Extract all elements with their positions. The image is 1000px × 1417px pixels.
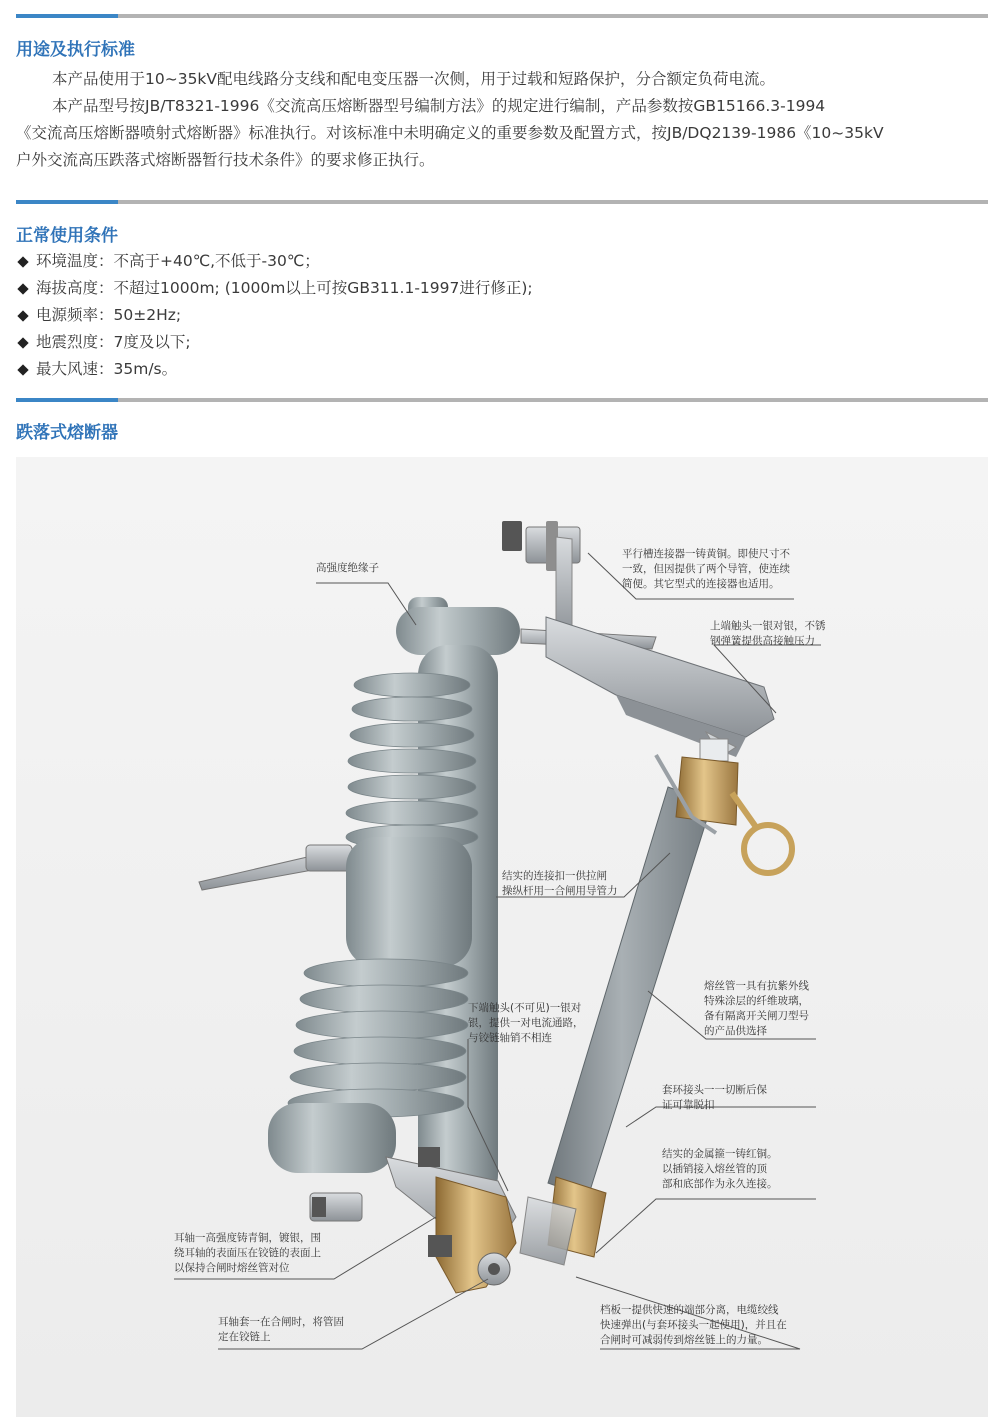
callout-metal-cap <box>662 1147 778 1192</box>
condition-label: 电源频率： <box>36 306 114 324</box>
diamond-bullet-icon <box>17 256 28 267</box>
callout-line: 平行槽连接器一铸黄铜。即使尺寸不 <box>622 548 790 560</box>
callout-line: 高强度绝缘子 <box>316 562 379 574</box>
condition-value: 不超过1000m; (1000m以上可按GB311.1-1997进行修正); <box>113 279 533 297</box>
callout-upper-contact <box>710 619 826 649</box>
section-divider-3 <box>16 398 988 402</box>
callout-line: 套环接头一一切断后保 <box>662 1084 767 1096</box>
callout-pull-ring <box>502 869 618 899</box>
condition-value: 50±2Hz; <box>113 306 182 324</box>
callout-line: 备有隔离开关闸刀型号 <box>704 1010 809 1022</box>
conditions-list <box>16 248 533 383</box>
diamond-bullet-icon <box>17 364 28 375</box>
usage-line-4: 户外交流高压跌落式熔断器暂行技术条件》的要求修正执行。 <box>16 151 435 169</box>
callout-line: 钢弹簧提供高接触压力 <box>710 635 815 647</box>
condition-item <box>16 302 533 329</box>
callout-ring-head <box>662 1083 767 1113</box>
callout-line: 的产品供选择 <box>704 1025 767 1037</box>
callout-line: 操纵杆用一合闸用导管力 <box>502 885 618 897</box>
condition-label: 海拔高度： <box>36 279 114 297</box>
mounting-bracket <box>199 845 352 890</box>
section-title-fuse: 跌落式熔断器 <box>16 423 118 443</box>
callout-line: 耳轴套一在合闸时，将管固 <box>218 1316 344 1328</box>
usage-line-1: 本产品使用于10~35kV配电线路分支线和配电变压器一次侧，用于过载和短路保护，分合额定负荷电流。 <box>52 70 776 88</box>
callout-connector <box>622 547 790 592</box>
divider-accent <box>16 398 118 402</box>
diamond-bullet-icon <box>17 283 28 294</box>
callout-line: 定在铰链上 <box>218 1331 271 1343</box>
usage-line-3: 《交流高压熔断器喷射式熔断器》标准执行。对该标准中未明确定义的重要参数及配置方式，按JB/DQ2139-1986《10~35kV <box>16 124 884 142</box>
callout-line: 部和底部作为永久连接。 <box>662 1178 778 1190</box>
condition-label: 最大风速： <box>36 360 114 378</box>
callout-trunnion <box>174 1231 321 1276</box>
diamond-bullet-icon <box>17 310 28 321</box>
callout-lower-contact <box>468 1001 584 1046</box>
callout-line: 以插销接入熔丝管的顶 <box>662 1163 767 1175</box>
condition-item <box>16 356 533 383</box>
callout-fuse-tube <box>704 979 809 1039</box>
callout-line: 结实的连接扣一供拉闸 <box>502 870 607 882</box>
callout-line: 银，提供一对电流通路， <box>468 1017 584 1029</box>
diamond-bullet-icon <box>17 337 28 348</box>
callout-line: 简便。其它型式的连接器也适用。 <box>622 578 780 590</box>
callout-line: 与铰链轴销不相连 <box>468 1032 552 1044</box>
section-divider-1 <box>16 14 988 18</box>
callout-line: 下端触头(不可见)一银对 <box>468 1002 582 1014</box>
fuse-illustration <box>16 457 988 1417</box>
callout-line: 绕耳轴的表面压在铰链的表面上 <box>174 1247 321 1259</box>
callout-baffle <box>600 1303 787 1348</box>
section-title-usage: 用途及执行标准 <box>16 40 135 60</box>
lower-brass-ferrule <box>520 1177 606 1265</box>
callout-line: 特殊涂层的纤维玻璃， <box>704 995 809 1007</box>
condition-item <box>16 329 533 356</box>
condition-value: 35m/s。 <box>113 360 178 378</box>
insulator <box>268 597 520 1205</box>
condition-value: 7度及以下; <box>113 333 191 351</box>
usage-line-2: 本产品型号按JB/T8321-1996《交流高压熔断器型号编制方法》的规定进行编制，产品参数按GB15166.3-1994 <box>52 97 826 115</box>
usage-paragraph <box>16 66 988 174</box>
callout-insulator <box>316 561 379 576</box>
section-title-conditions: 正常使用条件 <box>16 226 118 246</box>
callout-line: 熔丝管一具有抗紫外线 <box>704 980 809 992</box>
callout-line: 以保持合闸时熔丝管对位 <box>174 1262 290 1274</box>
divider-accent <box>16 200 118 204</box>
condition-value: 不高于+40℃,不低于-30℃； <box>113 252 320 270</box>
fuse-diagram <box>16 457 988 1417</box>
callout-line: 一致，但因提供了两个导管，使连续 <box>622 563 790 575</box>
condition-item <box>16 275 533 302</box>
condition-item <box>16 248 533 275</box>
condition-label: 地震烈度： <box>36 333 114 351</box>
condition-label: 环境温度： <box>36 252 114 270</box>
callout-line: 结实的金属箍一铸红铜。 <box>662 1148 778 1160</box>
divider-accent <box>16 14 118 18</box>
callout-line: 耳轴一高强度铸青铜，镀银，围 <box>174 1232 321 1244</box>
callout-line: 档板一提供快速的端部分离，电缆绞线 <box>600 1304 779 1316</box>
section-divider-2 <box>16 200 988 204</box>
callout-trunnion-sleeve <box>218 1315 344 1345</box>
callout-line: 上端触头一银对银，不锈 <box>710 620 826 632</box>
callout-line: 合闸时可减弱传到熔丝链上的力量。 <box>600 1334 768 1346</box>
callout-line: 快速弹出(与套环接头一起使用)，并且在 <box>600 1319 787 1331</box>
fuse-tube <box>548 787 712 1197</box>
callout-line: 证可靠脱扣 <box>662 1099 715 1111</box>
